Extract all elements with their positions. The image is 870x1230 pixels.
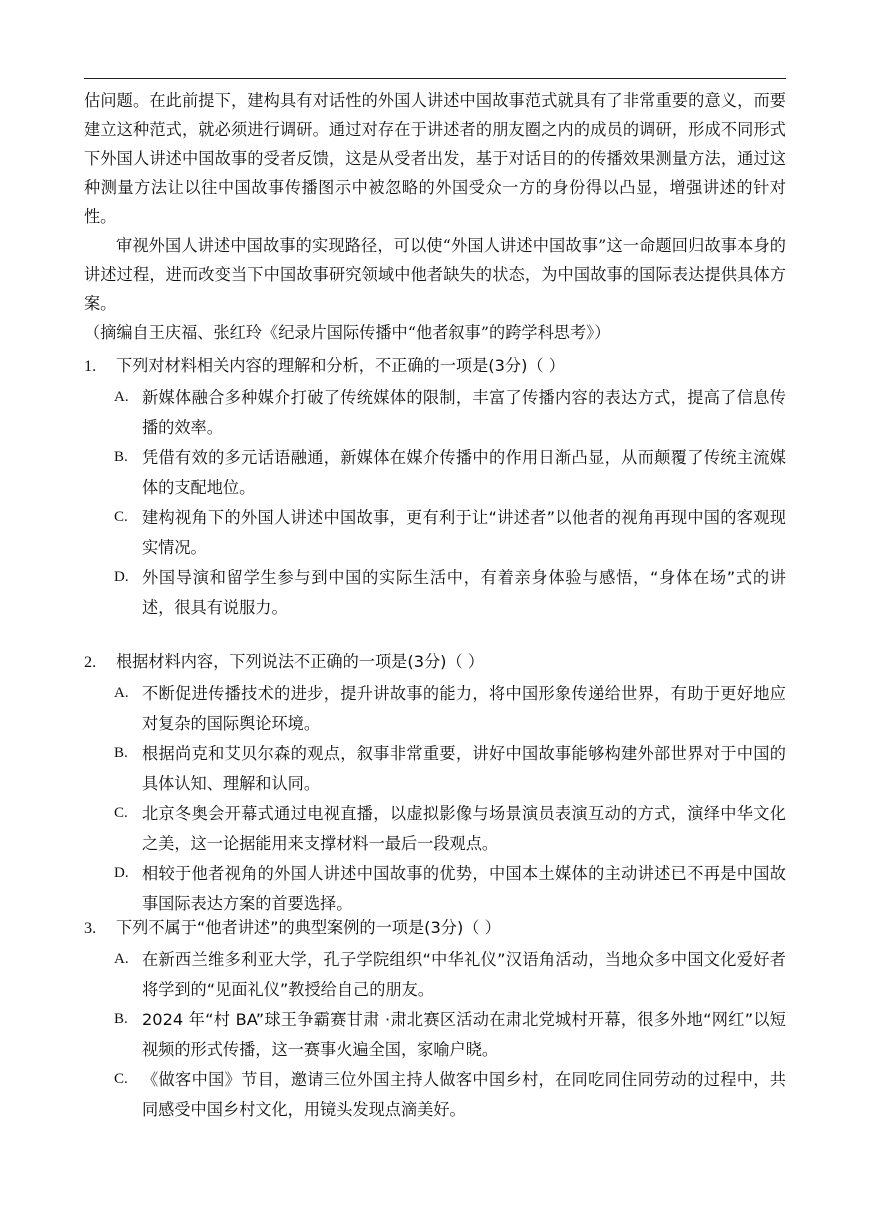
option-letter: B.: [114, 1011, 128, 1027]
option-b[interactable]: [84, 739, 786, 798]
question-number: 1.: [84, 357, 97, 375]
question-text: 下列不属于“他者讲述”的典型案例的一项是(3分)（ ）: [116, 918, 501, 937]
option-letter: A.: [114, 389, 129, 405]
option-letter: B.: [114, 745, 128, 761]
option-d[interactable]: [84, 859, 786, 918]
question-3: [84, 914, 786, 1124]
passage-paragraph-1: 估问题。在此前提下，建构具有对话性的外国人讲述中国故事范式就具有了非常重要的意义，而要建立这种范式，就必须进行调研。通过对存在于讲述者的朋友圈之内的成员的调研，形成不同形式下外国人讲述中国故事的受者反馈，这是从受者出发，基于对话目的的传播效果测量方法，通过这种测量方法让以往中国故事传播图示中被忽略的外国受众一方的身份得以凸显，增强讲述的针对性。: [84, 91, 786, 226]
question-text: 根据材料内容，下列说法不正确的一项是(3分)（ ）: [116, 652, 485, 671]
option-a[interactable]: [84, 383, 786, 442]
option-text: 建构视角下的外国人讲述中国故事，更有利于让“讲述者”以他者的视角再现中国的客观现实情况。: [142, 508, 786, 557]
option-text: 相较于他者视角的外国人讲述中国故事的优势，中国本土媒体的主动讲述已不再是中国故事国际表达方案的首要选择。: [142, 864, 786, 913]
option-text: 《做客中国》节目，邀请三位外国主持人做客中国乡村，在同吃同住同劳动的过程中，共同感受中国乡村文化，用镜头发现点滴美好。: [142, 1070, 786, 1119]
option-text: 在新西兰维多利亚大学，孔子学院组织“中华礼仪”汉语角活动，当地众多中国文化爱好者将学到的“见面礼仪”教授给自己的朋友。: [142, 950, 786, 999]
option-text: 凭借有效的多元话语融通，新媒体在媒介传播中的作用日渐凸显，从而颠覆了传统主流媒体的支配地位。: [142, 448, 786, 497]
option-letter: D.: [114, 865, 129, 881]
question-stem: [84, 914, 786, 942]
option-letter: C.: [114, 509, 128, 525]
option-d[interactable]: [84, 563, 786, 622]
option-c[interactable]: [84, 799, 786, 858]
question-2: [84, 648, 786, 918]
question-1: [84, 352, 786, 622]
option-text: 外国导演和留学生参与到中国的实际生活中，有着亲身体验与感悟，“身体在场”式的讲述，很具有说服力。: [142, 568, 786, 617]
option-text: 2024 年“村 BA”球王争霸赛甘肃 ·肃北赛区活动在肃北党城村开幕，很多外地“网红”以短视频的形式传播，这一赛事火遍全国，家喻户晓。: [142, 1010, 786, 1059]
option-text: 不断促进传播技术的进步，提升讲故事的能力，将中国形象传递给世界，有助于更好地应对复杂的国际舆论环境。: [142, 684, 786, 733]
option-letter: A.: [114, 685, 129, 701]
top-rule: [84, 78, 786, 79]
option-text: 北京冬奥会开幕式通过电视直播，以虚拟影像与场景演员表演互动的方式，演绎中华文化之美，这一论据能用来支撑材料一最后一段观点。: [142, 804, 786, 853]
passage-source: （摘编自王庆福、张红玲《纪录片国际传播中“他者叙事”的跨学科思考》）: [84, 323, 611, 342]
option-letter: A.: [114, 951, 129, 967]
option-c[interactable]: [84, 1065, 786, 1124]
option-c[interactable]: [84, 503, 786, 562]
option-text: 根据尚克和艾贝尔森的观点，叙事非常重要，讲好中国故事能够构建外部世界对于中国的具体认知、理解和认同。: [142, 744, 786, 793]
reading-passage: [84, 86, 786, 347]
passage-paragraph-2: 审视外国人讲述中国故事的实现路径，可以使“外国人讲述中国故事”这一命题回归故事本身的讲述过程，进而改变当下中国故事研究领域中他者缺失的状态，为中国故事的国际表达提供具体方案。: [84, 236, 786, 313]
option-b[interactable]: [84, 443, 786, 502]
option-letter: D.: [114, 569, 129, 585]
option-b[interactable]: [84, 1005, 786, 1064]
question-number: 2.: [84, 653, 97, 671]
option-letter: C.: [114, 805, 128, 821]
question-number: 3.: [84, 919, 97, 937]
question-stem: [84, 648, 786, 676]
option-a[interactable]: [84, 945, 786, 1004]
option-a[interactable]: [84, 679, 786, 738]
option-text: 新媒体融合多种媒介打破了传统媒体的限制，丰富了传播内容的表达方式，提高了信息传播的效率。: [142, 388, 786, 437]
option-letter: C.: [114, 1071, 128, 1087]
option-letter: B.: [114, 449, 128, 465]
question-stem: [84, 352, 786, 380]
question-text: 下列对材料相关内容的理解和分析，不正确的一项是(3分)（ ）: [116, 356, 565, 375]
